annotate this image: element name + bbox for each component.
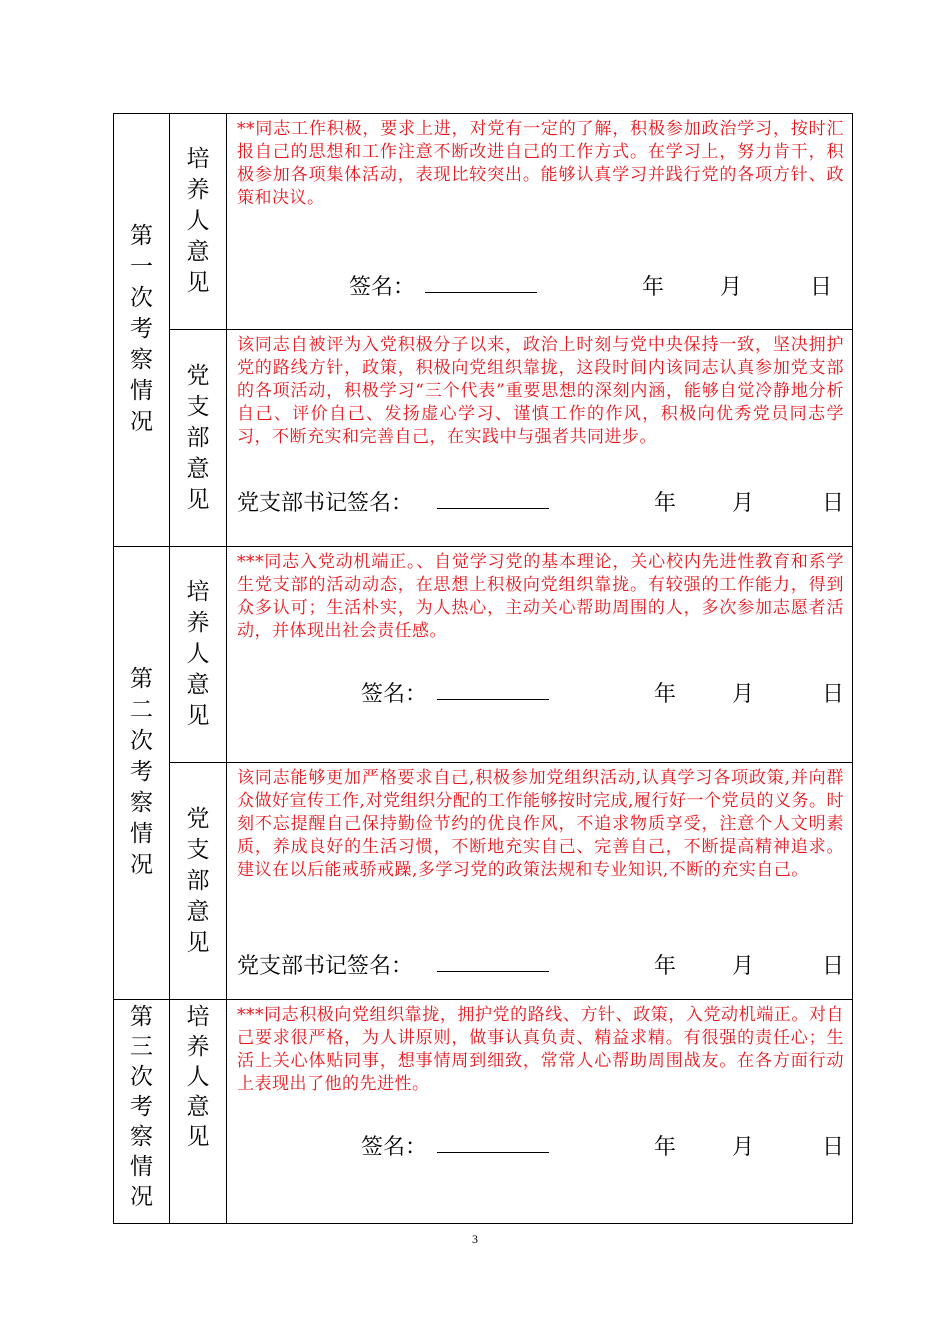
year-label: 年 [642, 275, 665, 300]
day-label: 日 [822, 1135, 845, 1160]
round-1-label: 第 一 次 考 察 情 况 [130, 223, 153, 435]
branch-opinion-label: 党 支 部 意 见 [186, 362, 210, 513]
signature-row [227, 1130, 852, 1160]
month-label: 月 [720, 275, 743, 300]
branch-opinion-label: 党 支 部 意 见 [186, 805, 210, 956]
round-1-trainer-label-cell [170, 114, 227, 330]
round-3-trainer-opinion-cell [227, 1000, 853, 1224]
round-1-label-cell [114, 114, 170, 547]
signature-line[interactable] [437, 486, 549, 509]
round-2-trainer-opinion-cell [227, 547, 853, 763]
round-1-branch-opinion-cell [227, 330, 853, 547]
month-label: 月 [732, 682, 755, 707]
inspection-table [113, 113, 853, 1224]
round-2-branch-label-cell [170, 763, 227, 1000]
signature-label: 签名： [361, 1135, 428, 1160]
signature-row [227, 677, 852, 707]
year-label: 年 [654, 1135, 677, 1160]
trainer-opinion-text: **同志工作积极，要求上进，对党有一定的了解，积极参加政治学习，按时汇报自己的思想和工作注意不断改进自己的工作方式。在学习上，努力肯干，积极参加各项集体活动，表现比较突出。能够认真学习并践行党的各项方针、政策和决议。 [237, 119, 844, 208]
round-1-branch-label-cell [170, 330, 227, 547]
signature-line[interactable] [425, 270, 537, 293]
month-label: 月 [732, 954, 755, 979]
page-number: 3 [472, 1232, 478, 1246]
signature-line[interactable] [437, 677, 549, 700]
signature-line[interactable] [437, 1130, 549, 1153]
signature-label: 党支部书记签名： [237, 954, 414, 979]
round-3-trainer-label-cell [170, 1000, 227, 1224]
trainer-opinion-label: 培 养 人 意 见 [186, 146, 210, 296]
day-label: 日 [822, 954, 845, 979]
trainer-opinion-text: ***同志入党动机端正。、自觉学习党的基本理论，关心校内先进性教育和系学生党支部的活动动态，在思想上积极向党组织靠拢。有较强的工作能力，得到众多认可；生活朴实，为人热心，主动关心帮助周围的人，多次参加志愿者活动，并体现出社会责任感。 [237, 552, 844, 641]
day-label: 日 [822, 491, 845, 516]
branch-opinion-text: 该同志能够更加严格要求自己,积极参加党组织活动,认真学习各项政策,并向群众做好宣传工作,对党组织分配的工作能够按时完成,履行好一个党员的义务。时刻不忘提醒自己保持勤俭节约的优良作风，不追求物质享受，注意个人文明素质，养成良好的生活习惯，不断地充实自己、完善自己，不断提高精神追求。建议在以后能戒骄戒躁,多学习党的政策法规和专业知识,不断的充实自己。 [237, 768, 844, 880]
round-3-label: 第 三 次 考 察 情 况 [130, 1004, 153, 1210]
trainer-opinion-label: 培 养 人 意 见 [186, 579, 210, 729]
round-2-branch-opinion-cell [227, 763, 853, 1000]
signature-line[interactable] [437, 949, 549, 972]
round-2-label-cell [114, 547, 170, 1000]
month-label: 月 [732, 491, 755, 516]
signature-label: 签名： [349, 275, 416, 300]
day-label: 日 [810, 275, 833, 300]
signature-label: 党支部书记签名： [237, 491, 414, 516]
signature-label: 签名： [361, 682, 428, 707]
trainer-opinion-label: 培 养 人 意 见 [186, 1004, 210, 1150]
year-label: 年 [654, 682, 677, 707]
round-2-label: 第 二 次 考 察 情 况 [130, 666, 153, 878]
year-label: 年 [654, 491, 677, 516]
round-1-trainer-opinion-cell [227, 114, 853, 330]
month-label: 月 [732, 1135, 755, 1160]
trainer-opinion-text: ***同志积极向党组织靠拢，拥护党的路线、方针、政策，入党动机端正。对自己要求很严格，为人讲原则，做事认真负责、精益求精。有很强的责任心；生活上关心体贴同事，想事情周到细致，常常人心帮助周围战友。在各方面行动上表现出了他的先进性。 [237, 1005, 844, 1094]
day-label: 日 [822, 682, 845, 707]
signature-row [227, 486, 852, 516]
year-label: 年 [654, 954, 677, 979]
branch-opinion-text: 该同志自被评为入党积极分子以来，政治上时刻与党中央保持一致，坚决拥护党的路线方针，政策，积极向党组织靠拢，这段时间内该同志认真参加党支部的各项活动，积极学习“三个代表”重要思想的深刻内涵，能够自觉冷静地分析自己、评价自己、发扬虚心学习、谨慎工作的作风，积极向优秀党员同志学习，不断充实和完善自己，在实践中与强者共同进步。 [237, 335, 844, 447]
signature-row [227, 270, 852, 300]
signature-row [227, 949, 852, 979]
round-3-label-cell [114, 1000, 170, 1224]
round-2-trainer-label-cell [170, 547, 227, 763]
